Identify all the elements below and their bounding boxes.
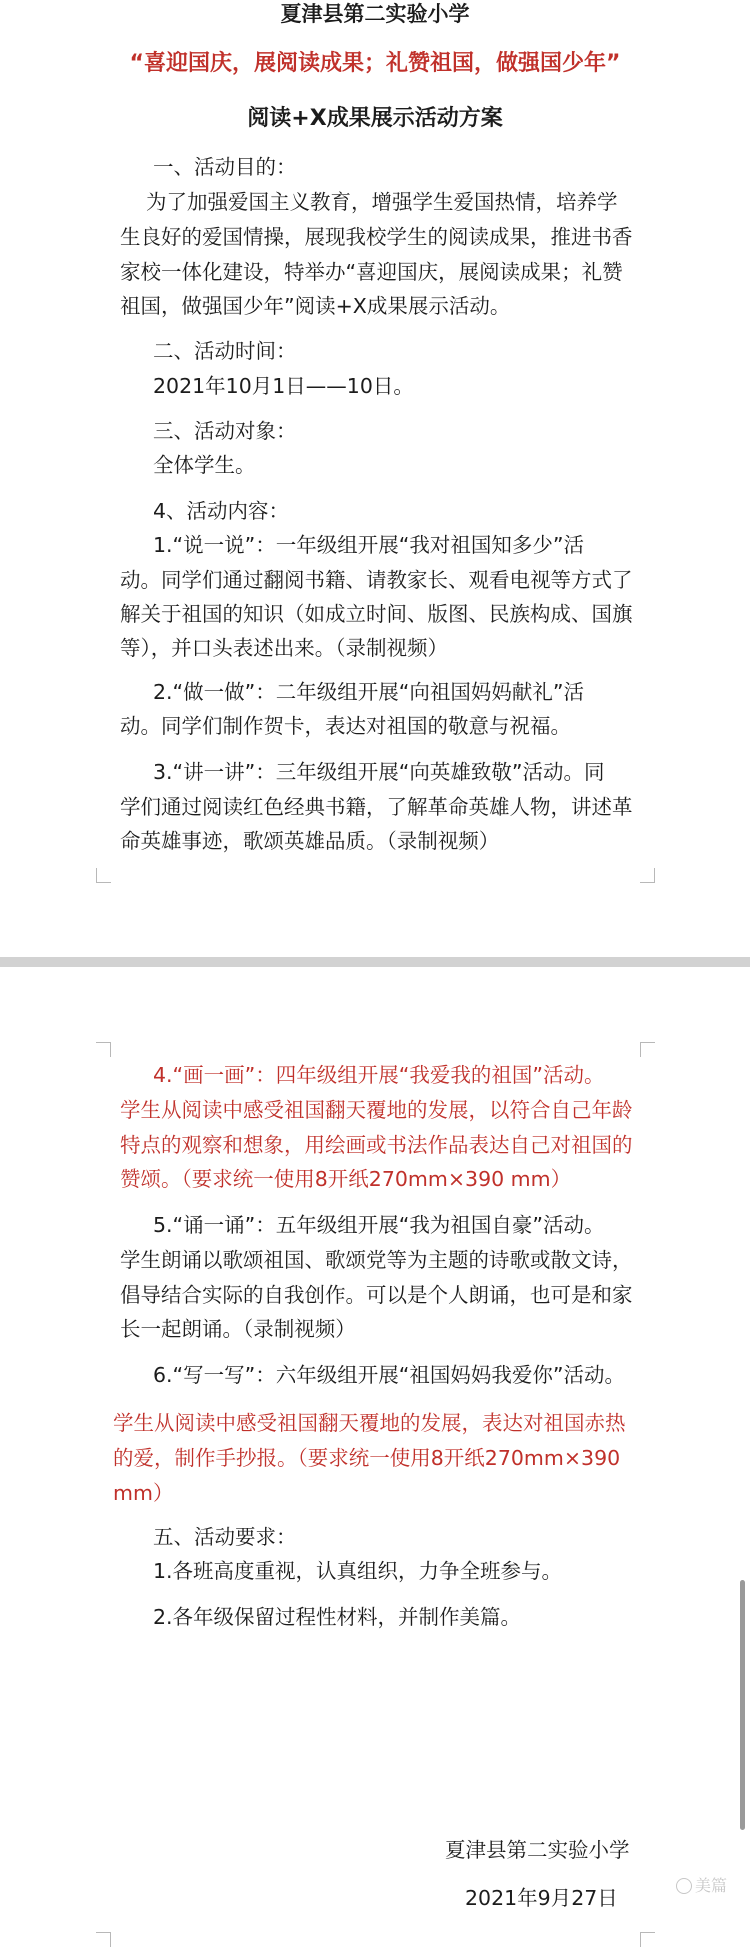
purpose-heading: 一、活动目的： [153, 155, 297, 179]
purpose-line-3: 家校一体化建设，特举办“喜迎国庆，展阅读成果；礼赞 [120, 260, 623, 284]
signature-school: 夏津县第二实验小学 [445, 1838, 630, 1862]
page1-crop-mark-right [640, 868, 655, 883]
item1-line-4: 等），并口头表述出来。（录制视频） [120, 636, 448, 660]
document-title: 阅读+X成果展示活动方案 [247, 106, 503, 131]
requirement-2: 2.各年级保留过程性材料，并制作美篇。 [153, 1605, 522, 1629]
page2-crop-mark-left [96, 1042, 111, 1057]
item4-line-3: 特点的观察和想象，用绘画或书法作品表达自己对祖国的 [120, 1133, 633, 1157]
item4-line-1: 4.“画一画”：四年级组开展“我爱我的祖国”活动。 [153, 1063, 605, 1087]
requirements-heading: 五、活动要求： [153, 1525, 297, 1549]
item5-line-3: 倡导结合实际的自我创作。可以是个人朗诵，也可是和家 [120, 1283, 633, 1307]
slogan-title: “喜迎国庆，展阅读成果；礼赞祖国，做强国少年” [129, 51, 621, 76]
page3-crop-mark-right [640, 1932, 655, 1947]
item6-line: 6.“写一写”：六年级组开展“祖国妈妈我爱你”活动。 [153, 1363, 626, 1387]
item3-line-2: 学们通过阅读红色经典书籍，了解革命英雄人物，讲述革 [120, 795, 633, 819]
purpose-line-4: 祖国，做强国少年”阅读+X成果展示活动。 [120, 294, 511, 318]
time-value: 2021年10月1日——10日。 [153, 374, 414, 398]
vertical-scrollbar[interactable] [740, 1580, 745, 1830]
page-divider [0, 957, 750, 967]
page3-crop-mark-left [96, 1932, 111, 1947]
item1-line-1: 1.“说一说”：一年级组开展“我对祖国知多少”活 [153, 533, 585, 557]
item4-line-2: 学生从阅读中感受祖国翻天覆地的发展，以符合自己年龄 [120, 1098, 633, 1122]
item4-line-4: 赞颂。（要求统一使用8开纸270mm×390 mm） [120, 1167, 572, 1191]
signature-date: 2021年9月27日 [465, 1886, 618, 1910]
school-name-header: 夏津县第二实验小学 [280, 2, 470, 26]
item3-line-3: 命英雄事迹，歌颂英雄品质。（录制视频） [120, 829, 500, 853]
item2-line-1: 2.“做一做”：二年级组开展“向祖国妈妈献礼”活 [153, 680, 585, 704]
target-value: 全体学生。 [153, 453, 256, 477]
watermark-text: 美篇 [695, 1876, 728, 1895]
page1-crop-mark-left [96, 868, 111, 883]
requirement-1: 1.各班高度重视，认真组织，力争全班参与。 [153, 1559, 563, 1583]
item3-line-1: 3.“讲一讲”：三年级组开展“向英雄致敬”活动。同 [153, 760, 605, 784]
item5-line-2: 学生朗诵以歌颂祖国、歌颂党等为主题的诗歌或散文诗， [120, 1248, 633, 1272]
purpose-line-1: 为了加强爱国主义教育，增强学生爱国热情，培养学 [146, 190, 618, 214]
meipian-logo-icon [676, 1878, 692, 1894]
item6-red-line-3: mm） [113, 1481, 174, 1505]
page2-crop-mark-right [640, 1042, 655, 1057]
purpose-line-2: 生良好的爱国情操，展现我校学生的阅读成果，推进书香 [120, 225, 633, 249]
target-heading: 三、活动对象： [153, 419, 297, 443]
content-heading: 4、活动内容： [153, 499, 290, 523]
meipian-watermark [676, 1876, 727, 1896]
item6-red-line-1: 学生从阅读中感受祖国翻天覆地的发展，表达对祖国赤热 [113, 1411, 626, 1435]
time-heading: 二、活动时间： [153, 339, 297, 363]
item5-line-4: 长一起朗诵。（录制视频） [120, 1317, 356, 1341]
item2-line-2: 动。同学们制作贺卡，表达对祖国的敬意与祝福。 [120, 714, 571, 738]
item6-red-line-2: 的爱，制作手抄报。（要求统一使用8开纸270mm×390 [113, 1446, 621, 1470]
item5-line-1: 5.“诵一诵”：五年级组开展“我为祖国自豪”活动。 [153, 1213, 605, 1237]
item1-line-3: 解关于祖国的知识（如成立时间、版图、民族构成、国旗 [120, 602, 633, 626]
item1-line-2: 动。同学们通过翻阅书籍、请教家长、观看电视等方式了 [120, 568, 633, 592]
